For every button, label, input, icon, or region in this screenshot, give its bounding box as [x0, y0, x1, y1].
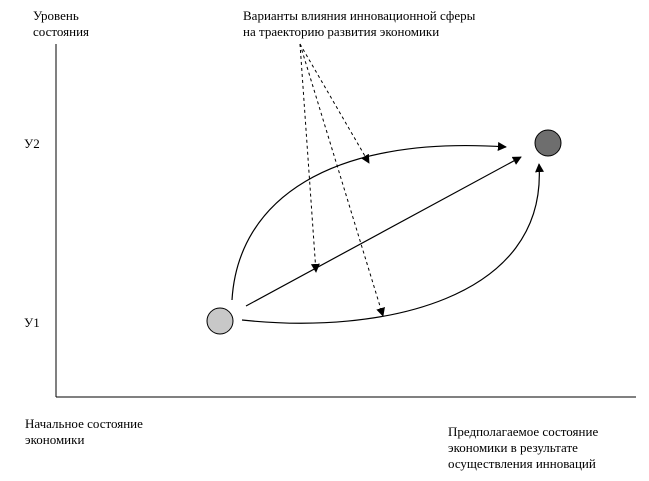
- y-axis-label-line-1: Уровень: [33, 8, 79, 23]
- target-state-line-3: осуществления инноваций: [448, 456, 596, 471]
- start-state-line-1: Начальное состояние: [25, 416, 143, 431]
- start-state-node: [207, 308, 233, 334]
- target-state-node: [535, 130, 561, 156]
- annotation-line-2: на траекторию развития экономики: [243, 24, 440, 39]
- y-axis-label-line-2: состояния: [33, 24, 89, 39]
- upper-trajectory-arrow: [232, 146, 506, 300]
- level-y2-label: У2: [24, 136, 40, 151]
- straight-trajectory-arrow: [246, 157, 521, 306]
- dashed-pointer-middle: [300, 44, 316, 272]
- dashed-pointer-lower: [300, 44, 383, 316]
- target-state-line-1: Предполагаемое состояние: [448, 424, 599, 439]
- annotation-line-1: Варианты влияния инновационной сферы: [243, 8, 476, 23]
- lower-trajectory-arrow: [242, 164, 539, 323]
- dashed-pointer-upper: [300, 44, 369, 163]
- level-y1-label: У1: [24, 315, 40, 330]
- start-state-line-2: экономики: [25, 432, 85, 447]
- target-state-line-2: экономики в результате: [448, 440, 578, 455]
